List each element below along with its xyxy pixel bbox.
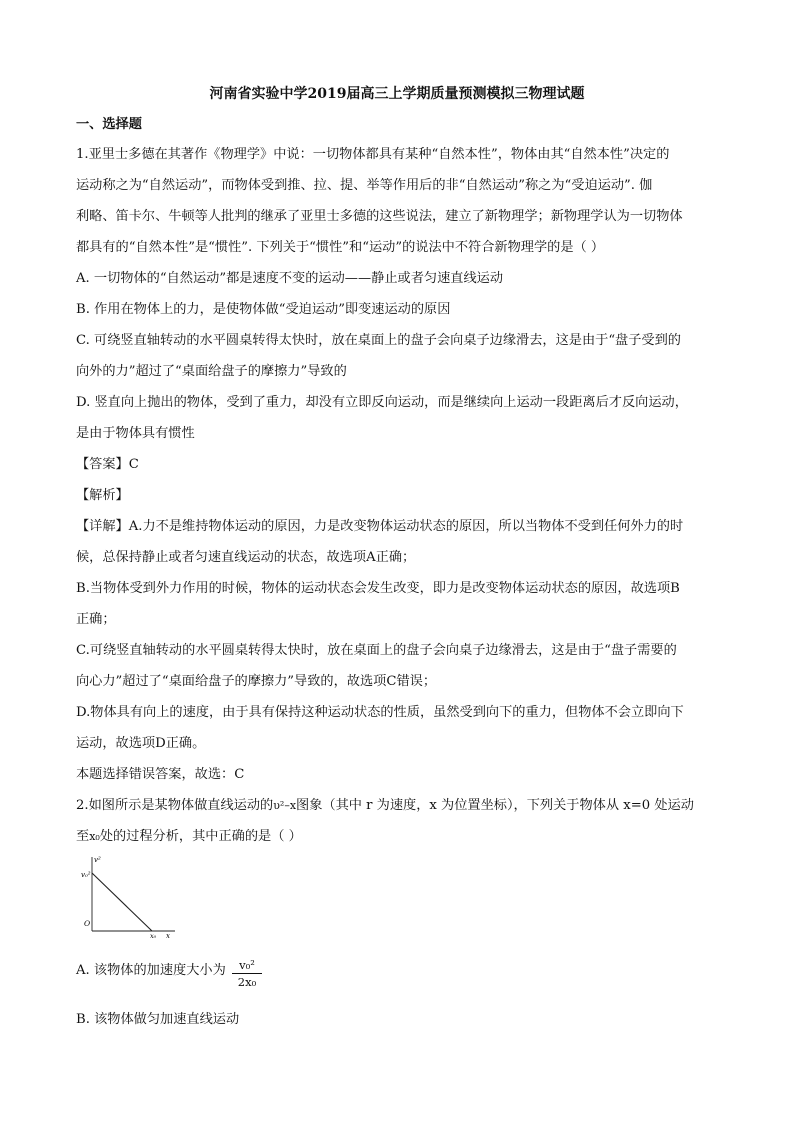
q2-stem-line-2 [76,828,302,846]
fraction-numerator: v₀² [232,958,262,974]
q1-option-c-line-2: 向外的力”超过了“桌面给盘子的摩擦力”导致的 [76,364,347,379]
y-axis-label: v² [94,856,101,864]
q2-graph-formula: υ²–x [273,799,297,812]
origin-label: O [84,919,91,928]
q1-detail-line-3: B.当物体受到外力作用的时候，物体的运动状态会发生改变，即力是改变物体运动状态的原因，故选项B [76,581,680,596]
q2-option-b: B. 该物体做匀加速直线运动 [76,1012,240,1027]
q1-analysis-label: 【解析】 [76,488,129,503]
q1-detail-line-1: 【详解】A.力不是维持物体运动的原因，力是改变物体运动状态的原因，所以当物体不受到任何外力的时 [76,519,684,534]
q1-stem-line-1: 1.亚里士多德在其著作《物理学》中说：一切物体都具有某种“自然本性”，物体由其“自然本性”决定的 [76,147,670,162]
q2-stem-line-1 [76,797,694,815]
q1-option-d-line-1: D. 竖直向上抛出的物体，受到了重力，却没有立即反向运动，而是继续向上运动一段距离后才反向运动， [76,395,688,410]
q1-detail-line-2: 候，总保持静止或者匀速直线运动的状态，故选项A正确； [76,550,416,565]
q1-answer: 【答案】C [76,457,139,472]
x-axis-label: x [166,932,170,938]
q1-detail-line-8: 运动，故选项D正确。 [76,736,206,751]
q2-stem-suffix: 图象（其中 r 为速度，x 为位置坐标），下列关于物体从 x=0 处运动 [296,798,694,813]
q1-detail-line-4: 正确； [76,612,116,627]
q1-option-c-line-1: C. 可绕竖直轴转动的水平圆桌转得太快时，放在桌面上的盘子会向桌子边缘滑去，这是由于“盘子受到的 [76,333,681,348]
v2-x-graph [80,853,180,938]
page-title: 河南省实验中学2019届高三上学期质量预测模拟三物理试题 [209,86,585,102]
q1-detail-line-9: 本题选择错误答案，故选：C [76,767,245,782]
q1-stem-line-3: 利略、笛卡尔、牛顿等人批判的继承了亚里士多德的这些说法，建立了新物理学；新物理学认为一切物体 [76,209,683,224]
q1-option-d-line-2: 是由于物体具有惯性 [76,426,195,441]
q2-option-a-fraction [232,958,262,989]
x-intercept-label: x₀ [150,932,157,938]
q1-stem-line-4: 都具有的“自然本性”是“惯性”. 下列关于“惯性”和“运动”的说法中不符合新物理学的是（ ） [76,240,605,255]
q1-detail-line-7: D.物体具有向上的速度，由于具有保持这种运动状态的性质，虽然受到向下的重力，但物体不会立即向下 [76,705,684,720]
q1-detail-line-5: C.可绕竖直轴转动的水平圆桌转得太快时，放在桌面上的盘子会向桌子边缘滑去，这是由于“盘子需要的 [76,643,677,658]
section-heading: 一、选择题 [76,117,142,132]
q2-stem2-suffix: 处的过程分析，其中正确的是（ ） [99,829,302,844]
y-intercept-label: v₀² [81,871,91,879]
q2-stem-prefix: 2.如图所示是某物体做直线运动的 [76,798,274,813]
q2-option-a: A. 该物体的加速度大小为 [76,963,226,978]
q1-option-a: A. 一切物体的“自然运动”都是速度不变的运动——静止或者匀速直线运动 [76,271,504,286]
fraction-denominator: 2x₀ [237,975,257,989]
q1-stem-line-2: 运动称之为“自然运动”，而物体受到推、拉、提、举等作用后的非“自然运动”称之为“受迫运动”. 伽 [76,178,653,193]
q2-x0-symbol: x₀ [89,830,100,843]
q1-detail-line-6: 向心力”超过了“桌面给盘子的摩擦力”导致的，故选项C错误； [76,674,437,689]
q2-stem2-prefix: 至 [76,829,90,844]
q1-option-b: B. 作用在物体上的力，是使物体做“受迫运动”即变速运动的原因 [76,302,451,317]
graph-line [92,873,152,931]
